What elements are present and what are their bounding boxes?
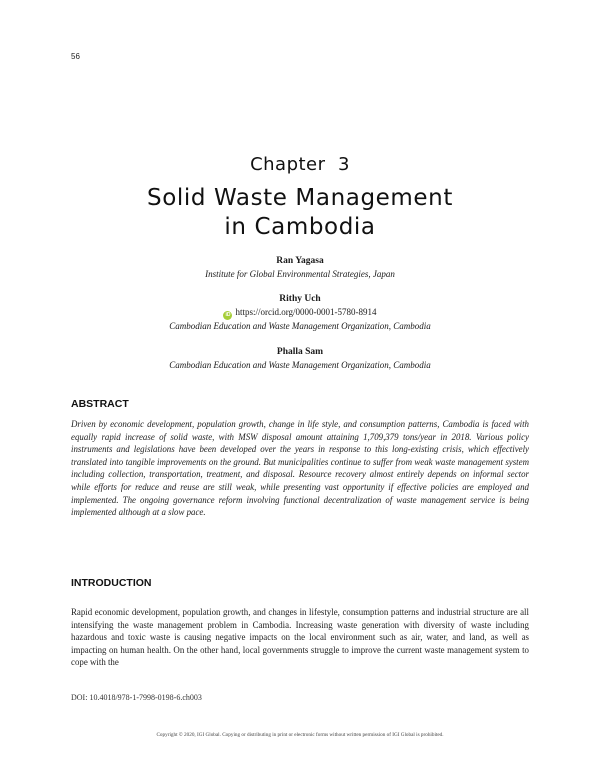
- author-name: Ran Yagasa: [276, 256, 324, 266]
- copyright-notice: Copyright © 2020, IGI Global. Copying or distributing in print or electronic forms without written permission of IGI Global is prohibited.: [156, 732, 444, 738]
- introduction-text: Rapid economic development, population growth, and changes in lifestyle, consumption patterns and industrial structure are all intensifying the waste management problem in Cambodia. Increasing waste generation with diversity of waste including hazardous and toxic waste is causing negative impacts on the local environment such as air, water, and land, as well as impacting on human health. On the other hand, local governments struggle to improve the current waste management system to cope with the: [71, 607, 529, 668]
- chapter-title-line-2: in Cambodia: [224, 214, 376, 240]
- author-block-1: [0, 255, 600, 281]
- orcid-icon: iD: [225, 312, 231, 318]
- abstract-heading: ABSTRACT: [71, 398, 129, 410]
- author-block-2: [0, 293, 600, 333]
- page-number: 56: [71, 52, 80, 61]
- author-name: Phalla Sam: [276, 347, 324, 357]
- author-name: Rithy Uch: [279, 294, 321, 304]
- chapter-title: [0, 184, 600, 242]
- author-block-3: [0, 346, 600, 372]
- chapter-title-line-1: Solid Waste Management: [147, 185, 453, 211]
- author-affiliation: Cambodian Education and Waste Management Organization, Cambodia: [169, 321, 431, 331]
- orcid-link[interactable]: https://orcid.org/0000-0001-5780-8914: [235, 307, 377, 317]
- doi: DOI: 10.4018/978-1-7998-0198-6.ch003: [71, 693, 202, 702]
- author-affiliation: Cambodian Education and Waste Management Organization, Cambodia: [169, 360, 431, 370]
- abstract-text: Driven by economic development, population growth, change in life style, and consumption patterns, Cambodia is faced with equally rapid increase of solid waste, with MSW disposal amount attaining 1,709,379 tons/year in 2018. Various policy instruments and legislations have been developed over the years in response to this long-existing crisis, which effectively translated into tangible improvements on the ground. But municipalities continue to suffer from weak waste management system including collection, transportation, treatment, and disposal. Resource recovery almost entirely depends on informal sector while efforts for reduce and reuse are still weak, while presenting vast opportunity if effective policies are employed and implemented. The ongoing governance reform involving functional decentralization of waste management service is being implemented although at a slow pace.: [71, 419, 529, 518]
- chapter-label: Chapter 3: [250, 154, 350, 175]
- author-affiliation: Institute for Global Environmental Strategies, Japan: [205, 269, 395, 279]
- introduction-heading: INTRODUCTION: [71, 577, 152, 589]
- author-orcid[interactable]: [0, 306, 600, 320]
